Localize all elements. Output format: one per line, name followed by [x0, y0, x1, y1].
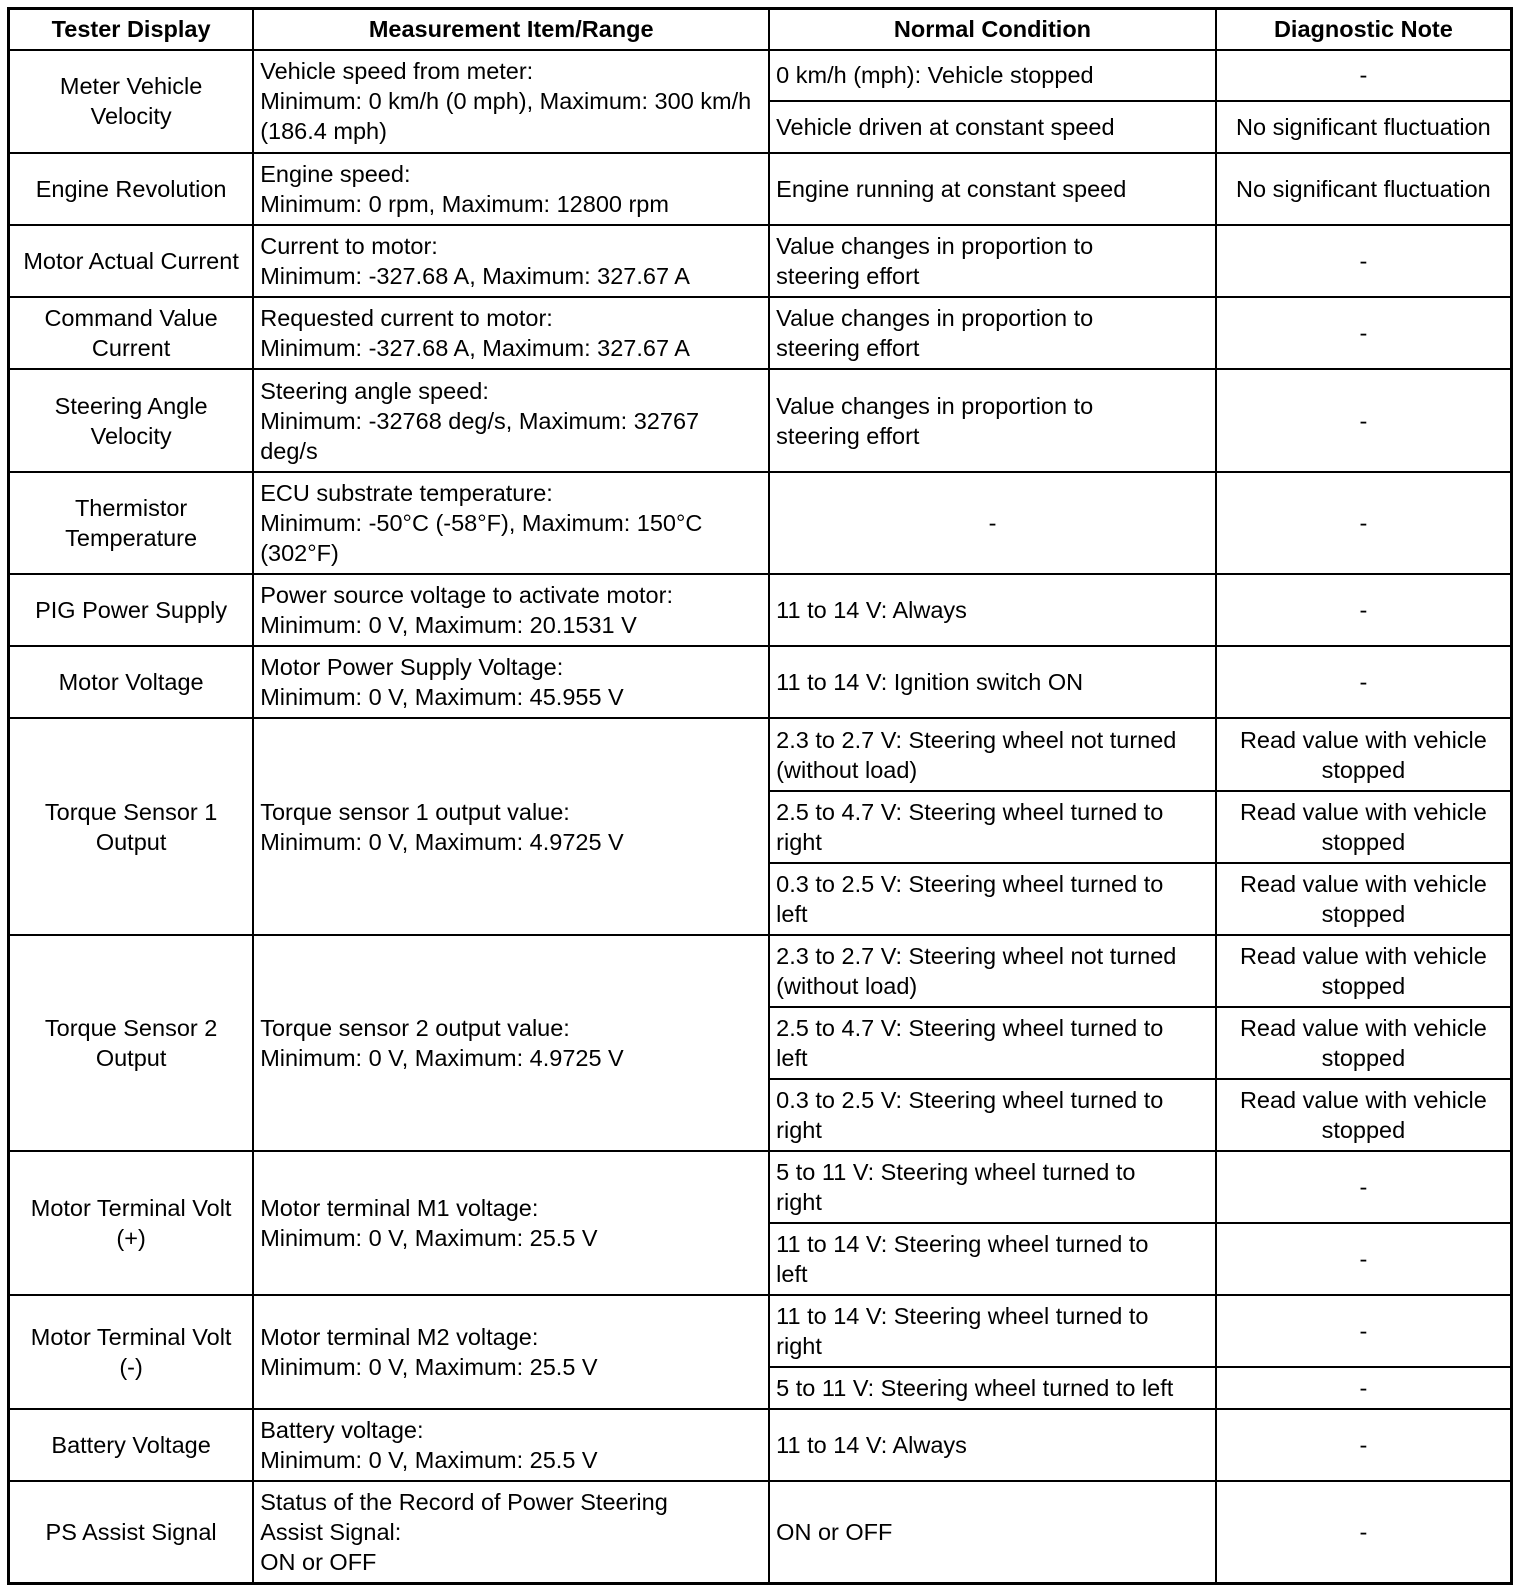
table-row: [9, 225, 1512, 297]
normal-condition-cell: 0 km/h (mph): Vehicle stopped: [769, 50, 1216, 102]
table-row: [9, 1151, 1512, 1223]
table-row: [9, 153, 1512, 225]
diagnostic-note-cell: -: [1216, 1409, 1512, 1481]
normal-condition-cell: Engine running at constant speed: [769, 153, 1216, 225]
table-row: [9, 50, 1512, 102]
tester-display-cell: Thermistor Temperature: [9, 472, 254, 575]
diagnostic-note-cell: -: [1216, 225, 1512, 297]
normal-condition-cell: 11 to 14 V: Always: [769, 574, 1216, 646]
normal-condition-cell: 2.5 to 4.7 V: Steering wheel turned to right: [769, 791, 1216, 863]
normal-condition-cell: 11 to 14 V: Steering wheel turned to right: [769, 1295, 1216, 1367]
tester-display-cell: Meter Vehicle Velocity: [9, 50, 254, 154]
diagnostic-note-cell: Read value with vehicle stopped: [1216, 1007, 1512, 1079]
table-row: [9, 297, 1512, 369]
measurement-range-cell: Torque sensor 2 output value: Minimum: 0 V, Maximum: 4.9725 V: [253, 935, 769, 1151]
normal-condition-cell: 5 to 11 V: Steering wheel turned to right: [769, 1151, 1216, 1223]
measurement-range-cell: Motor terminal M1 voltage: Minimum: 0 V, Maximum: 25.5 V: [253, 1151, 769, 1295]
normal-condition-cell: Vehicle driven at constant speed: [769, 101, 1216, 153]
measurement-range-cell: Motor Power Supply Voltage: Minimum: 0 V, Maximum: 45.955 V: [253, 646, 769, 718]
table-row: [9, 935, 1512, 1007]
table-row: [9, 472, 1512, 575]
data-list-table: [7, 7, 1513, 1585]
diagnostic-note-cell: Read value with vehicle stopped: [1216, 935, 1512, 1007]
header-diagnostic-note: Diagnostic Note: [1216, 9, 1512, 50]
measurement-range-cell: Requested current to motor: Minimum: -327.68 A, Maximum: 327.67 A: [253, 297, 769, 369]
header-row: [9, 9, 1512, 50]
diagnostic-note-cell: Read value with vehicle stopped: [1216, 863, 1512, 935]
measurement-range-cell: Motor terminal M2 voltage: Minimum: 0 V, Maximum: 25.5 V: [253, 1295, 769, 1409]
measurement-range-cell: ECU substrate temperature: Minimum: -50°C (-58°F), Maximum: 150°C (302°F): [253, 472, 769, 575]
diagnostic-note-cell: -: [1216, 1295, 1512, 1367]
tester-display-cell: Steering Angle Velocity: [9, 369, 254, 472]
normal-condition-cell: Value changes in proportion to steering effort: [769, 225, 1216, 297]
measurement-range-cell: Steering angle speed: Minimum: -32768 deg/s, Maximum: 32767 deg/s: [253, 369, 769, 472]
measurement-range-cell: Current to motor: Minimum: -327.68 A, Maximum: 327.67 A: [253, 225, 769, 297]
measurement-range-cell: Torque sensor 1 output value: Minimum: 0 V, Maximum: 4.9725 V: [253, 718, 769, 934]
tester-display-cell: Battery Voltage: [9, 1409, 254, 1481]
table-row: [9, 718, 1512, 790]
table-body: [9, 50, 1512, 1584]
diagnostic-note-cell: No significant fluctuation: [1216, 101, 1512, 153]
diagnostic-note-cell: -: [1216, 1481, 1512, 1584]
measurement-range-cell: Status of the Record of Power Steering Assist Signal: ON or OFF: [253, 1481, 769, 1584]
diagnostic-note-cell: -: [1216, 1223, 1512, 1295]
diagnostic-note-cell: -: [1216, 297, 1512, 369]
normal-condition-cell: 2.3 to 2.7 V: Steering wheel not turned (without load): [769, 718, 1216, 790]
diagnostic-note-cell: -: [1216, 50, 1512, 102]
measurement-range-cell: Vehicle speed from meter: Minimum: 0 km/h (0 mph), Maximum: 300 km/h (186.4 mph): [253, 50, 769, 154]
measurement-range-cell: Engine speed: Minimum: 0 rpm, Maximum: 12800 rpm: [253, 153, 769, 225]
normal-condition-cell: Value changes in proportion to steering effort: [769, 369, 1216, 472]
normal-condition-cell: ON or OFF: [769, 1481, 1216, 1584]
table-row: [9, 1295, 1512, 1367]
normal-condition-cell: 5 to 11 V: Steering wheel turned to left: [769, 1367, 1216, 1409]
diagnostic-note-cell: No significant fluctuation: [1216, 153, 1512, 225]
tester-display-cell: Motor Actual Current: [9, 225, 254, 297]
tester-display-cell: Motor Terminal Volt (-): [9, 1295, 254, 1409]
normal-condition-cell: Value changes in proportion to steering effort: [769, 297, 1216, 369]
diagnostic-note-cell: -: [1216, 646, 1512, 718]
diagnostic-note-cell: -: [1216, 1151, 1512, 1223]
normal-condition-cell: 0.3 to 2.5 V: Steering wheel turned to right: [769, 1079, 1216, 1151]
table-row: [9, 646, 1512, 718]
diagnostic-note-cell: Read value with vehicle stopped: [1216, 791, 1512, 863]
normal-condition-cell: 2.3 to 2.7 V: Steering wheel not turned (without load): [769, 935, 1216, 1007]
header-tester-display: Tester Display: [9, 9, 254, 50]
normal-condition-cell: -: [769, 472, 1216, 575]
table-row: [9, 1409, 1512, 1481]
header-normal-condition: Normal Condition: [769, 9, 1216, 50]
measurement-range-cell: Power source voltage to activate motor: Minimum: 0 V, Maximum: 20.1531 V: [253, 574, 769, 646]
normal-condition-cell: 11 to 14 V: Steering wheel turned to left: [769, 1223, 1216, 1295]
diagnostic-note-cell: Read value with vehicle stopped: [1216, 1079, 1512, 1151]
diagnostic-note-cell: -: [1216, 574, 1512, 646]
normal-condition-cell: 0.3 to 2.5 V: Steering wheel turned to left: [769, 863, 1216, 935]
normal-condition-cell: 11 to 14 V: Always: [769, 1409, 1216, 1481]
tester-display-cell: Motor Terminal Volt (+): [9, 1151, 254, 1295]
measurement-range-cell: Battery voltage: Minimum: 0 V, Maximum: 25.5 V: [253, 1409, 769, 1481]
diagnostic-note-cell: -: [1216, 369, 1512, 472]
tester-display-cell: Command Value Current: [9, 297, 254, 369]
diagnostic-note-cell: Read value with vehicle stopped: [1216, 718, 1512, 790]
tester-display-cell: PS Assist Signal: [9, 1481, 254, 1584]
tester-display-cell: Torque Sensor 1 Output: [9, 718, 254, 934]
table-row: [9, 1481, 1512, 1584]
normal-condition-cell: 2.5 to 4.7 V: Steering wheel turned to left: [769, 1007, 1216, 1079]
tester-display-cell: Motor Voltage: [9, 646, 254, 718]
table-row: [9, 369, 1512, 472]
diagnostic-note-cell: -: [1216, 1367, 1512, 1409]
tester-display-cell: Engine Revolution: [9, 153, 254, 225]
tester-display-cell: PIG Power Supply: [9, 574, 254, 646]
tester-display-cell: Torque Sensor 2 Output: [9, 935, 254, 1151]
normal-condition-cell: 11 to 14 V: Ignition switch ON: [769, 646, 1216, 718]
diagnostic-note-cell: -: [1216, 472, 1512, 575]
table-row: [9, 574, 1512, 646]
header-measurement-range: Measurement Item/Range: [253, 9, 769, 50]
